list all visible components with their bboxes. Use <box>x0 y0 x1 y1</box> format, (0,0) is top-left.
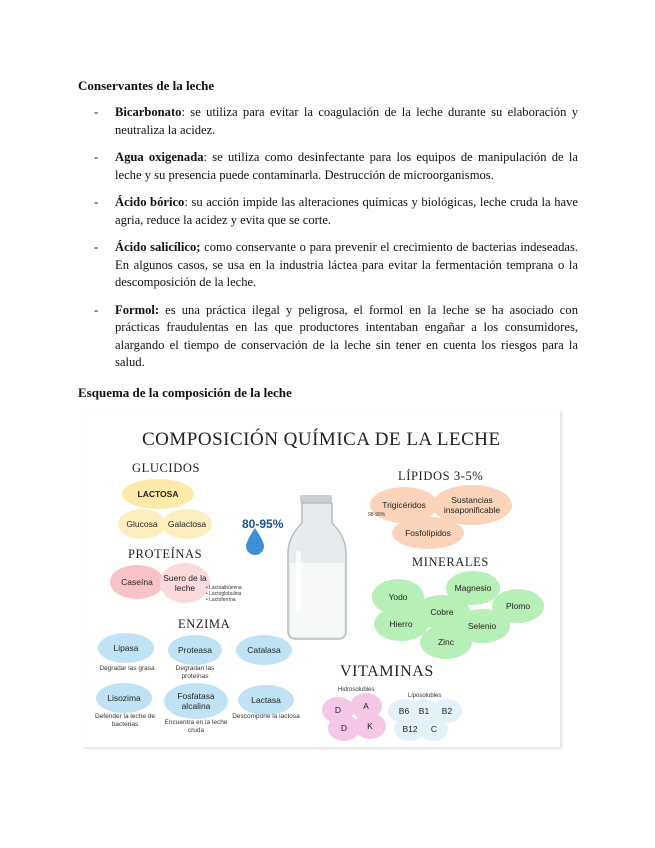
yodo-blob: Yodo <box>372 579 424 615</box>
trigliceridos-pct: 98-99% <box>368 512 386 518</box>
proteinas-label: PROTEÍNAS <box>128 547 203 561</box>
liposolubles-label: Liposolubles <box>408 693 442 699</box>
lactasa-blob: Lactasa <box>238 685 294 715</box>
vitamin-c-blob: C <box>420 717 448 741</box>
item-text: es una práctica ilegal y peligrosa, el formol en la leche se ha asociado con prácticas fraudulentas en las que productores intentaban engañar a los consumidores, alargando el tiempo de conservación de la leche sin tener en cuenta los riesgos para la salud. <box>115 302 578 369</box>
plomo-blob: Plomo <box>492 589 544 623</box>
item-text: : se utiliza para evitar la coagulación de la leche durante su elaboración y neutraliza la acidez. <box>115 105 578 137</box>
sustancias-blob: Sustancias insaponificable <box>432 485 512 525</box>
sublist-item: • Lactoalbúmina <box>206 585 242 591</box>
lipidos-label: LÍPIDOS 3-5% <box>398 469 484 483</box>
proteasa-blob: Proteasa <box>168 635 222 665</box>
lisozima-desc: Defender la leche de bacterias <box>95 713 155 728</box>
suero-blob: Suero de la leche <box>160 563 210 603</box>
glucosa-blob: Glucosa <box>118 509 166 539</box>
dash: - <box>94 240 99 254</box>
term: Bicarbonato <box>115 105 182 119</box>
trigliceridos-blob: Trigicéridos <box>370 487 438 523</box>
vitamin-d-blob: D <box>322 697 354 723</box>
fosfatasa-blob: Fosfatasa alcalina <box>164 683 228 719</box>
list-item <box>94 239 578 292</box>
vitamin-d2-blob: D <box>328 715 360 741</box>
milk-bottle-icon <box>282 493 352 641</box>
list-item <box>94 149 578 184</box>
zinc-blob: Zinc <box>420 625 472 659</box>
heading-conservantes: Conservantes de la leche <box>78 78 215 93</box>
sublist-item: • Lactoglobulina <box>206 591 242 597</box>
list-item <box>94 194 578 229</box>
term: Agua oxigenada <box>115 150 204 164</box>
enzima-label: ENZIMA <box>178 617 231 631</box>
item-text: : su acción impide las alteraciones químicas y biológicas, leche cruda la have agria, reduce la acidez y evita que se corte. <box>115 195 578 227</box>
dash: - <box>94 195 99 209</box>
hidrosolubles-label: Hidrosolubles <box>338 687 375 693</box>
vitaminas-label: VITAMINAS <box>340 663 434 680</box>
glucidos-label: GLUCIDOS <box>132 461 200 475</box>
fosfatasa-desc: Encuentra en la leche cruda <box>164 719 228 734</box>
dash: - <box>94 105 99 119</box>
vitamin-a-blob: A <box>350 693 382 719</box>
item-text: como conservante o para prevenir el crecimiento de bacterias indeseadas. En algunos casos, se usa en la industria láctea para evitar la fermentación temprana o la descomposición de la leche. <box>115 240 579 289</box>
suero-sublist <box>206 585 242 603</box>
galactosa-blob: Galactosa <box>162 509 212 539</box>
lisozima-blob: Lisozima <box>96 683 152 713</box>
caseina-blob: Caseína <box>110 565 164 599</box>
vitamin-b2-blob: B2 <box>432 699 462 723</box>
heading-esquema: Esquema de la composición de la leche <box>78 385 292 400</box>
fosfolipidos-blob: Fosfolípidos <box>392 517 464 549</box>
proteasa-desc: Degradan las proteínas <box>175 665 215 680</box>
water-percent: 80-95% <box>242 517 284 531</box>
vitamin-b1-blob: B1 <box>410 699 438 723</box>
vitamin-b12-blob: B12 <box>394 717 426 741</box>
term: Ácido salicílico; <box>115 240 201 254</box>
list-item <box>94 104 578 139</box>
conservantes-list <box>94 104 578 382</box>
dash: - <box>94 150 99 164</box>
minerales-label: MINERALES <box>412 555 489 569</box>
term: Formol: <box>115 302 160 317</box>
lipasa-blob: Lipasa <box>98 633 154 663</box>
catalasa-blob: Catalasa <box>236 635 292 665</box>
vitamin-k-blob: K <box>354 713 386 739</box>
water-drop-icon <box>244 527 266 555</box>
vitamin-b6-blob: B6 <box>388 699 420 723</box>
lactasa-desc: Descompone la lactosa <box>232 713 300 720</box>
list-item <box>94 302 578 372</box>
sublist-item: • Lactoferrina <box>206 597 236 603</box>
item-text: : se utiliza como desinfectante para los equipos de manipulación de la leche y su presencia puede contaminarla. Destrucción de microorganismos. <box>115 150 578 182</box>
hierro-blob: Hierro <box>374 607 428 641</box>
cobre-blob: Cobre <box>414 595 470 629</box>
dash: - <box>94 302 99 317</box>
term: Ácido bórico <box>115 195 185 209</box>
lipasa-desc: Degradar las grasa <box>99 665 155 672</box>
composition-infographic <box>82 409 560 747</box>
lactosa-blob: LACTOSA <box>122 479 194 509</box>
selenio-blob: Selenio <box>454 609 510 643</box>
infographic-title: COMPOSICIÓN QUÍMICA DE LA LECHE <box>142 429 501 450</box>
magnesio-blob: Magnesio <box>446 571 500 605</box>
